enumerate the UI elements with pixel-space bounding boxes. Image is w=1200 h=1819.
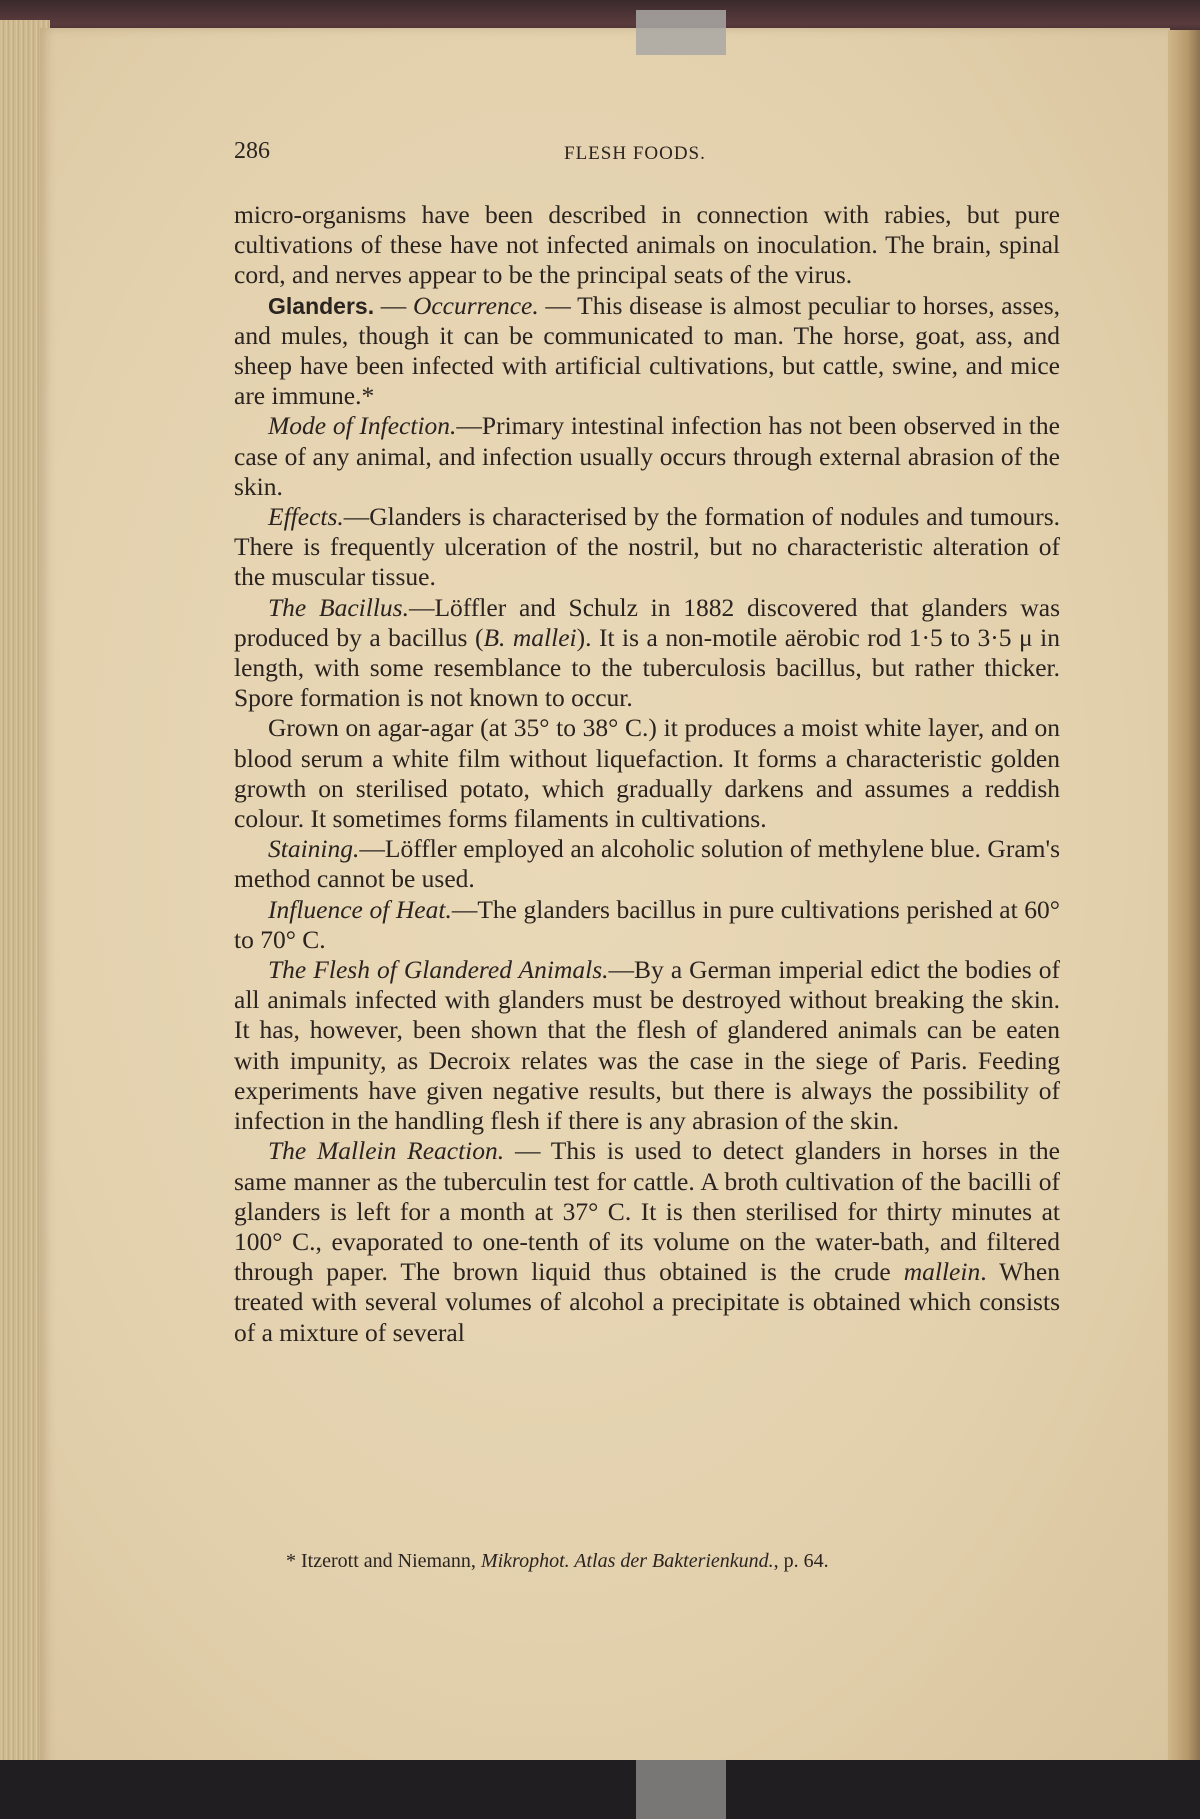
page-edges-right (1168, 30, 1200, 1770)
species-name: B. mallei (483, 622, 577, 652)
paragraph-rabies (234, 200, 1060, 291)
paragraph-mode-of-infection (234, 411, 1060, 502)
paragraph-text: —Primary intestinal infection has not been observed in the case of any animal, and infection usually occurs through external abrasion of the skin. (234, 411, 1060, 501)
paragraph-text: —The glanders bacillus in pure cultivations perished at 60° to 70° C. (234, 894, 1060, 954)
page-clip-top (636, 10, 726, 55)
page-header (234, 138, 1064, 168)
paragraph-staining (234, 834, 1060, 894)
paragraph-text: micro-organisms have been described in connection with rabies, but pure cultivations of these have not infected animals on inoculation. The brain, spinal cord, and nerves appear to be the principal seats of the virus. (234, 200, 1060, 290)
page-number: 286 (234, 138, 270, 164)
body-text (234, 200, 1060, 1348)
subheading-flesh-of-glandered-animals: The Flesh of Glandered Animals. (268, 955, 609, 985)
subheading-mode-of-infection: Mode of Infection. (268, 411, 457, 441)
footnote-page: , p. 64. (773, 1550, 829, 1572)
subheading-mallein-reaction: The Mallein Reaction. (268, 1136, 505, 1166)
running-head: FLESH FOODS. (564, 143, 706, 164)
paragraph-text: Grown on agar-agar (at 35° to 38° C.) it produces a moist white layer, and on blood serum a white film without liquefaction. It forms a characteristic golden growth on sterilised potato, which gradually darkens and assumes a reddish colour. It sometimes forms filaments in cultivations. (234, 713, 1060, 834)
paragraph-text: —Löffler employed an alcoholic solution of methylene blue. Gram's method cannot be used. (234, 834, 1060, 894)
footnote (234, 1548, 1060, 1574)
subheading-influence-of-heat: Influence of Heat. (268, 894, 452, 924)
paragraph-text: . When treated with several volumes of alcohol a precipitate is obtained which consists of a mixture of several (234, 1257, 1060, 1347)
section-heading-glanders: Glanders. (268, 292, 375, 319)
subheading-effects: Effects. (268, 502, 344, 532)
paragraph-flesh-of-glandered-animals (234, 955, 1060, 1136)
paragraph-text: — This is used to detect glanders in horses in the same manner as the tuberculin test for cattle. A broth cultivation of the bacilli of glanders is left for a month at 37° C. It is then sterilised for thirty minutes at 100° C., evaporated to one-tenth of its volume on the water-bath, and filtered through paper. The brown liquid thus obtained is the crude (234, 1136, 1061, 1287)
paragraph-glanders-occurrence (234, 291, 1060, 412)
book-cover-bottom (0, 1760, 1200, 1819)
paragraph-text: — This disease is almost peculiar to horses, asses, and mules, though it can be communicated to man. The horse, goat, ass, and sheep have been infected with artificial cultivations, but cattle, swine, and mice are immune.* (234, 290, 1061, 411)
paragraph-bacillus (234, 593, 1060, 714)
footnote-authors: Itzerott and Niemann, (301, 1550, 481, 1572)
paragraph-growth (234, 713, 1060, 834)
subheading-occurrence: Occurrence. (412, 290, 539, 320)
footnote-title: Mikrophot. Atlas der Bakterienkund. (480, 1550, 774, 1572)
paragraph-effects (234, 502, 1060, 593)
paragraph-mallein-reaction (234, 1136, 1060, 1347)
term-mallein: mallein (903, 1257, 981, 1287)
subheading-bacillus: The Bacillus. (268, 592, 409, 622)
page-clip-bottom (636, 1760, 726, 1819)
footnote-marker: * (286, 1550, 301, 1572)
heading-separator: — (374, 290, 413, 320)
paragraph-influence-of-heat (234, 895, 1060, 955)
paragraph-text: —Löffler and Schulz in 1882 discovered that glanders was produced by a bacillus ( (234, 592, 1060, 652)
paragraph-text: —Glanders is characterised by the formation of nodules and tumours. There is frequently ulceration of the nostril, but no characteristic alteration of the muscular tissue. (234, 502, 1060, 592)
subheading-staining: Staining. (268, 834, 360, 864)
paragraph-text: ). It is a non-motile aërobic rod 1·5 to 3·5 μ in length, with some resemblance to the tuberculosis bacillus, but rather thicker. Spore formation is not known to occur. (234, 622, 1060, 713)
paragraph-text: —By a German imperial edict the bodies of all animals infected with glanders must be destroyed without breaking the skin. It has, however, been shown that the flesh of glandered animals can be eaten with impunity, as Decroix relates was the case in the siege of Paris. Feeding experiments have given negative results, but there is always the possibility of infection in the handling flesh if there is any abrasion of the skin. (234, 955, 1060, 1136)
